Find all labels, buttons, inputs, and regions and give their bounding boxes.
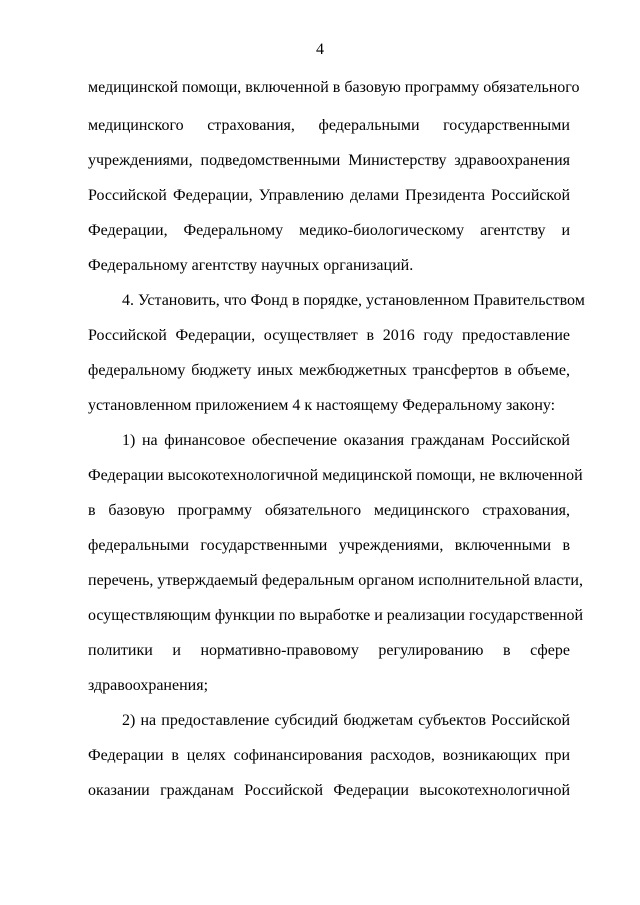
text-line: медицинского страхования, федеральными государственными (88, 117, 570, 134)
text-line: федеральному бюджету иных межбюджетных трансфертов в объеме, (88, 362, 570, 379)
text-line: Федерации, Федеральному медико-биологическому агентству и (88, 222, 570, 239)
text-line: Российской Федерации, осуществляет в 2016 году предоставление (88, 327, 570, 344)
text-line: Российской Федерации, Управлению делами Президента Российской (88, 187, 570, 204)
text-line: Федерации в целях софинансирования расходов, возникающих при (88, 747, 570, 764)
text-line: Федеральному агентству научных организаций. (88, 257, 414, 274)
text-line: в базовую программу обязательного медицинского страхования, (88, 502, 570, 519)
text-line: установленном приложением 4 к настоящему Федеральному закону: (88, 397, 556, 414)
text-line: осуществляющим функции по выработке и реализации государственной (88, 607, 583, 624)
text-line: перечень, утверждаемый федеральным органом исполнительной власти, (88, 572, 583, 589)
text-line: 4. Установить, что Фонд в порядке, установленном Правительством (122, 292, 585, 309)
text-line: 2) на предоставление субсидий бюджетам субъектов Российской (122, 712, 570, 729)
text-line: Федерации высокотехнологичной медицинской помощи, не включенной (88, 467, 583, 484)
text-line: учреждениями, подведомственными Министерству здравоохранения (88, 152, 570, 169)
text-line: политики и нормативно-правовому регулированию в сфере (88, 642, 570, 659)
text-line: федеральными государственными учреждениями, включенными в (88, 537, 570, 554)
text-line: оказании гражданам Российской Федерации высокотехнологичной (88, 782, 570, 799)
page-number: 4 (316, 41, 324, 58)
text-line: медицинской помощи, включенной в базовую программу обязательного (88, 79, 580, 96)
text-line: здравоохранения; (88, 677, 209, 694)
text-line: 1) на финансовое обеспечение оказания гражданам Российской (122, 432, 570, 449)
